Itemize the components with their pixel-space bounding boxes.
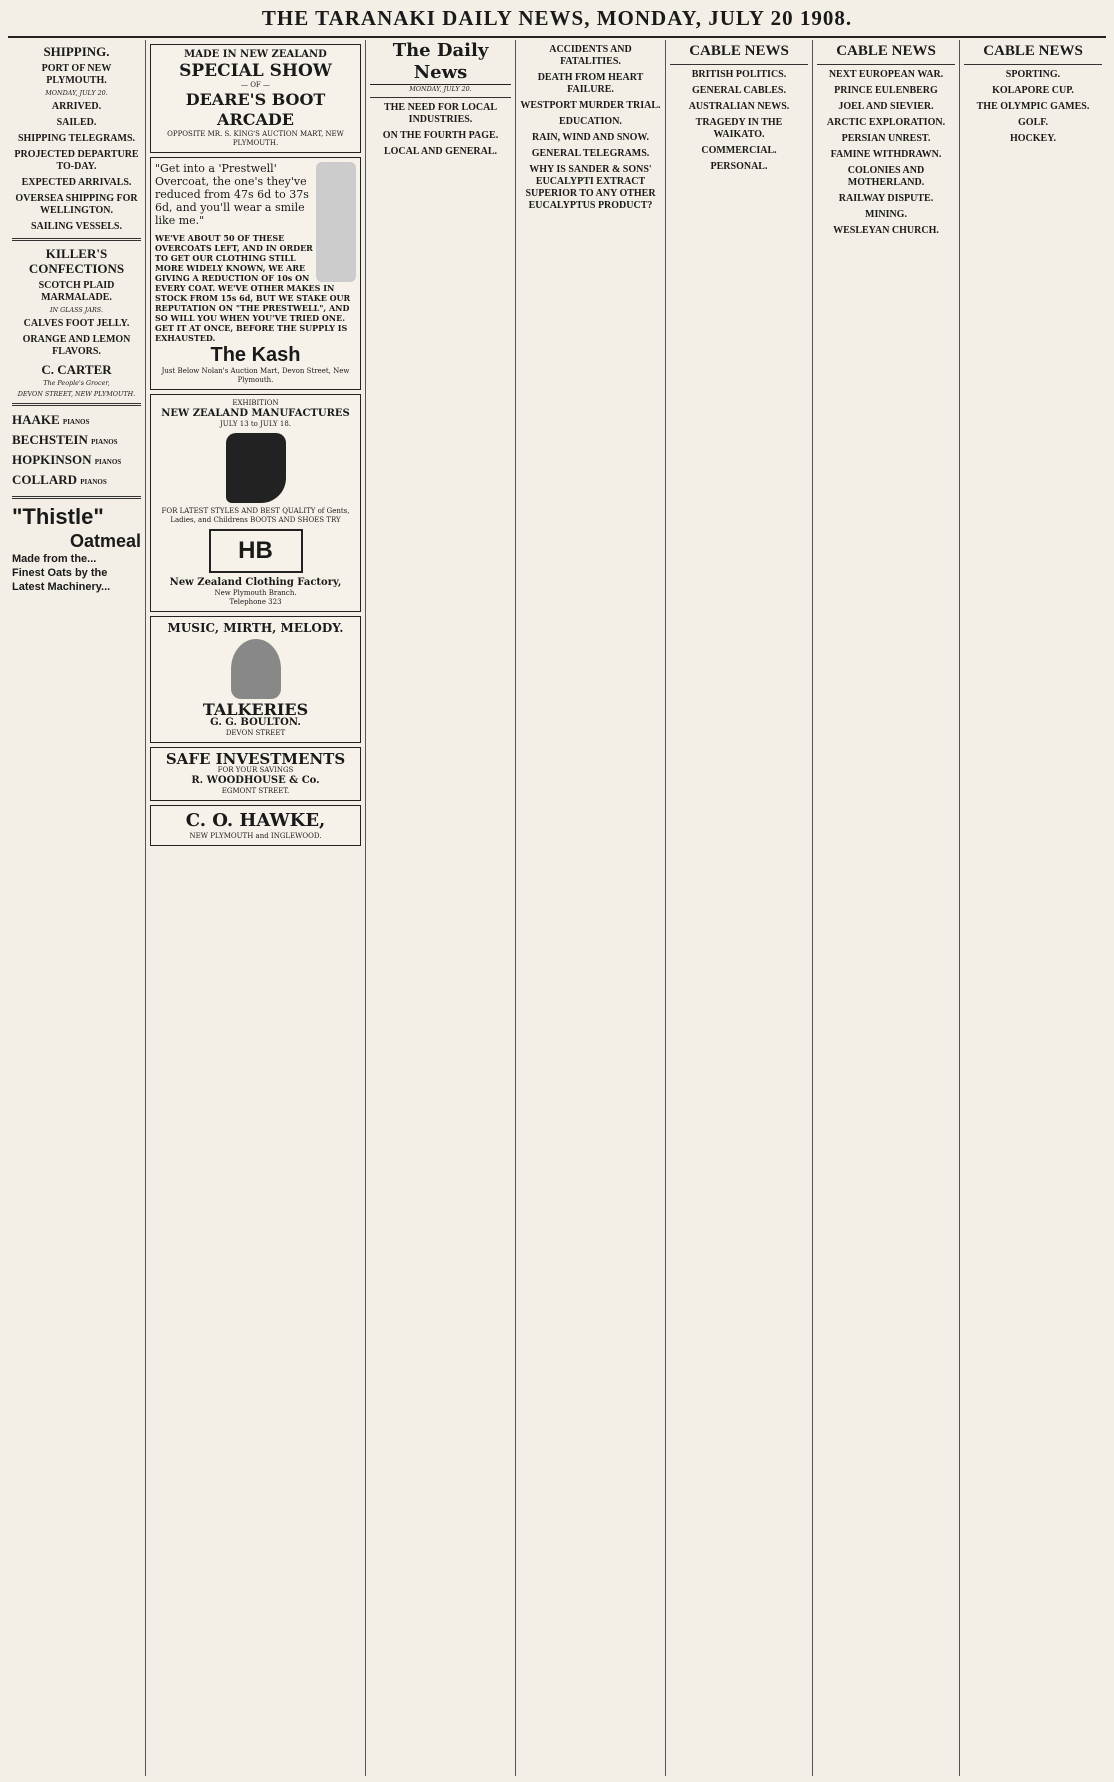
column-advertisements [146, 40, 366, 1776]
arctic-heading: ARCTIC EXPLORATION. [826, 117, 946, 128]
golf-heading: GOLF. [1018, 117, 1048, 128]
exhibition-ad [150, 394, 361, 612]
death-heading: DEATH FROM HEART FAILURE. [537, 72, 644, 95]
peoples-grocer: The People's Grocer, [43, 379, 110, 388]
latest-styles: FOR LATEST STYLES AND BEST QUALITY of Gents, Ladies, and Childrens BOOTS AND SHOES TRY [161, 507, 350, 524]
piano-row: HAAKE PIANOS [12, 411, 90, 427]
general-heading: GENERAL TELEGRAMS. [531, 148, 650, 159]
carter-address: DEVON STREET, NEW PLYMOUTH. [17, 389, 136, 398]
oversea-heading: OVERSEA SHIPPING FOR WELLINGTON. [15, 193, 138, 217]
british-heading: BRITISH POLITICS. [691, 69, 787, 80]
persian-heading: PERSIAN UNREST. [841, 133, 931, 144]
departure-heading: PROJECTED DEPARTURE TO-DAY. [14, 149, 139, 173]
shipping-heading: SHIPPING. [43, 44, 110, 59]
oatmeal-title: Oatmeal [69, 530, 141, 551]
kolapore-heading: KOLAPORE CUP. [992, 85, 1074, 96]
nz-manufactures: NEW ZEALAND MANUFACTURES [161, 408, 350, 419]
carter-heading: C. CARTER [41, 362, 112, 378]
eulenberg-heading: PRINCE EULENBERG [834, 85, 938, 96]
accidents-heading: ACCIDENTS AND FATALITIES. [549, 44, 632, 67]
column-editorial [366, 40, 516, 1776]
music-title: MUSIC, MIRTH, MELODY. [167, 621, 344, 635]
arrivals-heading: EXPECTED ARRIVALS. [21, 177, 132, 189]
portrait-icon [231, 639, 281, 699]
prestwell-ad [150, 157, 361, 390]
kash-title: The Kash [210, 344, 301, 366]
education-heading: EDUCATION. [559, 116, 622, 127]
killer-heading: KILLER'S CONFECTIONS [28, 246, 125, 277]
marmalade-heading: SCOTCH PLAID MARMALADE. [38, 280, 115, 304]
column-cable-2 [813, 40, 960, 1776]
cable-news-title: CABLE NEWS [689, 43, 789, 59]
daily-news-title: The Daily News [370, 40, 511, 85]
np-branch: New Plymouth Branch. [214, 589, 297, 597]
exhibition-label: EXHIBITION [232, 399, 279, 407]
general-cables-heading: GENERAL CABLES. [692, 85, 786, 96]
westport-heading: WESTPORT MURDER TRIAL. [520, 100, 661, 111]
sailing-heading: SAILING VESSELS. [31, 221, 122, 233]
glass-jars: IN GLASS JARS. [50, 306, 103, 315]
overcoats-text: WE'VE ABOUT 50 OF THESE OVERCOATS LEFT, AND IN ORDER TO GET OUR CLOTHING STILL MORE WIDELY KNOWN, WE ARE GIVING A REDUCTION OF 10s ON EVERY COAT. WE'VE OTHER MAKES IN STOCK FROM 15s 6d, BUT WE STAKE OUR REPUTATION ON "THE PRESTWELL", AND SO WILL YOU WHEN YOU'VE TRIED ONE. GET IT AT ONCE, BEFORE THE SUPPLY IS EXHAUSTED. [155, 233, 351, 343]
sailed-heading: SAILED. [56, 117, 97, 129]
thistle-line-3: Latest Machinery... [12, 580, 111, 593]
kash-address: Just Below Nolan's Auction Mart, Devon Street, New Plymouth. [161, 367, 350, 384]
special-show-title: SPECIAL SHOW [179, 61, 332, 81]
safe-title: SAFE INVESTMENTS [165, 750, 346, 768]
column-accidents [516, 40, 666, 1776]
arrived-heading: ARRIVED. [51, 101, 102, 113]
egmont: EGMONT STREET. [221, 787, 290, 795]
piano-row: BECHSTEIN PIANOS [12, 431, 118, 447]
thistle-line-2: Finest Oats by the [12, 566, 108, 579]
hawke-title: C. O. HAWKE, [185, 810, 326, 831]
hawke-ad [150, 805, 361, 846]
wesleyan-heading: WESLEYAN CHURCH. [833, 225, 939, 236]
special-show-of: — OF — [240, 81, 271, 89]
hb-logo: HB [209, 529, 303, 573]
eucalypti-heading: WHY IS SANDER & SONS' EUCALYPTI EXTRACT SUPERIOR TO ANY OTHER EUCALYPTUS PRODUCT? [525, 164, 656, 211]
commercial-heading: COMMERCIAL. [701, 145, 777, 156]
port-heading: PORT OF NEW PLYMOUTH. [41, 63, 112, 86]
boot-icon [226, 433, 286, 503]
mining-heading: MINING. [865, 209, 907, 220]
orange-heading: ORANGE AND LEMON FLAVORS. [22, 334, 131, 358]
shipping-date: MONDAY, JULY 20. [45, 89, 108, 97]
thistle-line-1: Made from the... [12, 552, 97, 565]
talkeries-title: TALKERIES [202, 700, 309, 719]
column-cable-1 [666, 40, 813, 1776]
pianos-ad [12, 411, 141, 491]
joel-heading: JOEL AND SIEVIER. [838, 101, 934, 112]
column-cable-3 [960, 40, 1106, 1776]
masthead [8, 6, 1106, 38]
deares-address: OPPOSITE MR. S. KING'S AUCTION MART, NEW PLYMOUTH. [167, 130, 344, 147]
prestwell-quote: "Get into a 'Prestwell' Overcoat, the one's they've reduced from 47s 6d to 37s 6d, and you'll wear a smile like me." [155, 162, 309, 227]
calves-heading: CALVES FOOT JELLY. [23, 318, 130, 330]
local-heading: LOCAL AND GENERAL. [383, 146, 498, 158]
fourth-page-heading: ON THE FOURTH PAGE. [382, 130, 499, 142]
thistle-title: "Thistle" [12, 503, 104, 529]
editorial-heading: THE NEED FOR LOCAL INDUSTRIES. [383, 102, 498, 126]
rain-heading: RAIN, WIND AND SNOW. [532, 132, 649, 143]
hawke-sub: NEW PLYMOUTH and INGLEWOOD. [189, 832, 322, 840]
pointing-hand-icon [316, 162, 356, 282]
australian-heading: AUSTRALIAN NEWS. [688, 101, 790, 112]
famine-heading: FAMINE WITHDRAWN. [830, 149, 942, 160]
editorial-date: MONDAY, JULY 20. [409, 85, 472, 93]
special-show-ad [150, 44, 361, 153]
boulton: G. G. BOULTON. [210, 717, 301, 728]
hockey-heading: HOCKEY. [1009, 133, 1057, 144]
column-shipping [8, 40, 146, 1776]
boulton-street: DEVON STREET [225, 729, 286, 737]
nz-clothing: New Zealand Clothing Factory, [169, 577, 342, 588]
telephone: Telephone 323 [229, 598, 282, 606]
thistle-ad [12, 504, 141, 594]
safe-investments-ad [150, 747, 361, 801]
waikato-heading: TRAGEDY IN THE WAIKATO. [695, 117, 783, 140]
talkeries-ad [150, 616, 361, 743]
railway-heading: RAILWAY DISPUTE. [838, 193, 934, 204]
olympic-heading: THE OLYMPIC GAMES. [976, 101, 1090, 112]
masthead-title: THE TARANAKI DAILY NEWS, MONDAY, JULY 20 1908. [261, 6, 853, 30]
european-heading: NEXT EUROPEAN WAR. [828, 69, 944, 80]
telegrams-heading: SHIPPING TELEGRAMS. [17, 133, 136, 145]
columns [8, 40, 1106, 1776]
safe-sub: FOR YOUR SAVINGS [217, 766, 294, 774]
exhibition-dates: JULY 13 to JULY 18. [219, 420, 292, 428]
cable-news-title: CABLE NEWS [983, 43, 1083, 59]
piano-row: COLLARD PIANOS [12, 471, 107, 487]
piano-row: HOPKINSON PIANOS [12, 451, 122, 467]
sporting-heading: SPORTING. [1005, 69, 1061, 80]
deares-title: DEARE'S BOOT ARCADE [185, 90, 326, 129]
cable-news-title: CABLE NEWS [836, 43, 936, 59]
woodhouse: R. WOODHOUSE & Co. [191, 775, 320, 786]
personal-heading: PERSONAL. [710, 161, 768, 172]
made-nz: MADE IN NEW ZEALAND [184, 49, 327, 60]
colonies-heading: COLONIES AND MOTHERLAND. [847, 165, 925, 188]
